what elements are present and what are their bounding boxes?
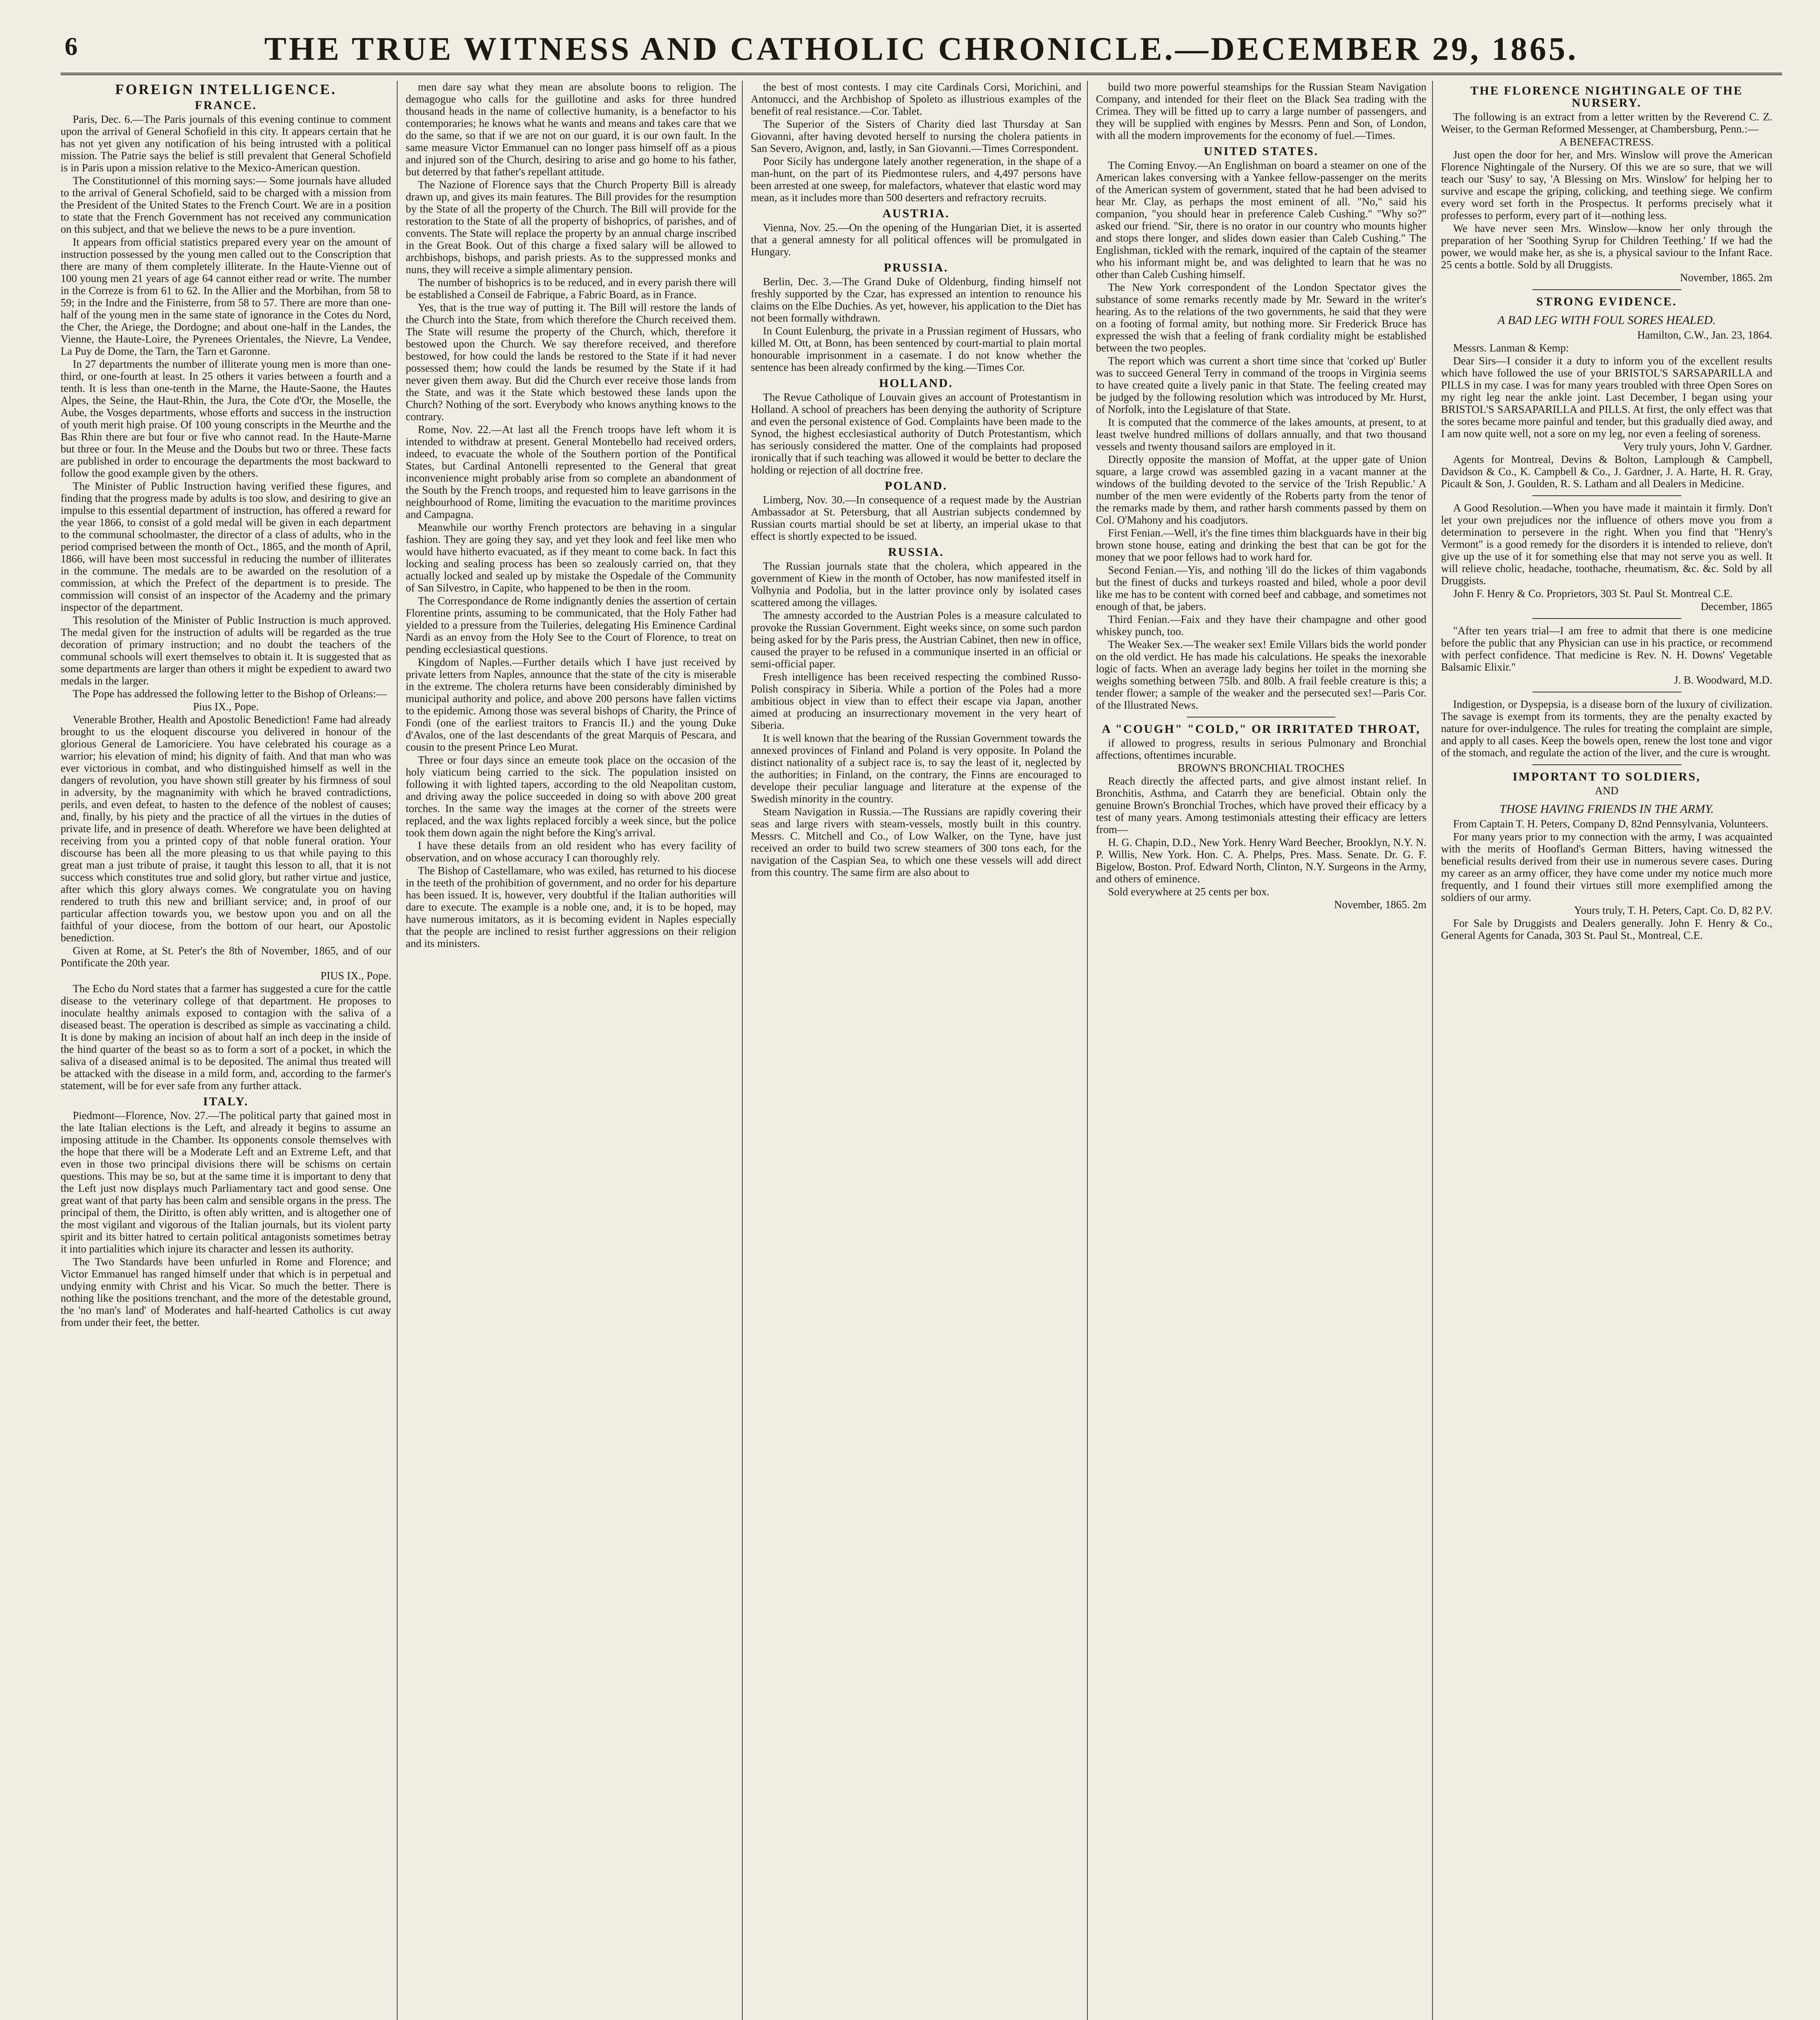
- article-paragraph: The Correspondance de Rome indignantly denies the assertion of certain Florentine prints, assuming to be communicated, that the Holy Father had yielded to a pressure from the Tuileries, delegating His Eminence Cardinal Nardi as an envoy from the Holy See to the Court of Florence, to treat on pending ecclesiastical questions.: [406, 595, 736, 655]
- article-paragraph: The Coming Envoy.—An Englishman on board a steamer on one of the American lakes conversing with a Yankee fellow-passenger on the merits of the American system of government, stated that he had been advised to hear Mr. Clay, as perhaps the most eminent of all. "No," said his companion, "you should hear in preference Caleb Cushing." "Why so?" asked our friend. "Sir, there is no orator in our country who mounts higher and stops there longer, and slides down easier than Caleb Cushing." The Englishman, tickled with the remark, inquired of the captain of the steamer who his informant might be, and was delighted to learn that he was no other than Caleb Cushing himself.: [1096, 159, 1426, 280]
- advert-paragraph: Just open the door for her, and Mrs. Winslow will prove the American Florence Nightingale of the Nursery. Of this we are so sure, that we will teach our 'Susy' to say, 'A Blessing on Mrs. Winslow' for helping her to survive and escape the griping, colicking, and teething siege. We confirm every word set forth in the Prospectus. It performs precisely what it professes to perform, every part of it—nothing less.: [1441, 149, 1772, 221]
- article-paragraph: Berlin, Dec. 3.—The Grand Duke of Oldenburg, finding himself not freshly supported by the Czar, has expressed an intention to renounce his claims on the Elbe Duchies. As yet, however, his application to the Diet has not been formally withdrawn.: [751, 276, 1081, 324]
- article-paragraph: build two more powerful steamships for the Russian Steam Navigation Company, and intended for their fleet on the Black Sea trading with the Crimea. They will be fitted up to carry a large number of passengers, and they will be supplied with engines by Messrs. Penn and Son, of London, with all the modern improvements for the economy of fuel.—Times.: [1096, 81, 1426, 141]
- column-1: [61, 81, 398, 2020]
- column-4: [1096, 81, 1433, 2020]
- divider: [1532, 764, 1681, 765]
- advert-subtitle: AND: [1595, 785, 1619, 797]
- article-paragraph: The Superior of the Sisters of Charity died last Thursday at San Giovanni, after having devoted herself to nursing the cholera patients in San Severo, Avignon, and, lastly, in San Giovanni.—Times Correspondent.: [751, 118, 1081, 154]
- letter-addressee: Messrs. Lanman & Kemp:: [1453, 342, 1569, 354]
- page-number: 6: [65, 32, 78, 61]
- advert-paragraph: H. G. Chapin, D.D., New York. Henry Ward Beecher, Brooklyn, N.Y. N. P. Willis, New York. Hon. C. A. Phelps, Pres. Mass. Senate. Dr. G. F. Bigelow, Boston. Prof. Edward North, Clinton, N.Y. Surgeons in the Army, and others of eminence.: [1096, 836, 1426, 885]
- article-paragraph: It is computed that the commerce of the lakes amounts, at present, to at least twelve hundred millions of dollars annually, and that two thousand vessels and twenty thousand sailors are employed in it.: [1096, 416, 1426, 452]
- article-paragraph: Meanwhile our worthy French protectors are behaving in a singular fashion. They are going they say, and yet they look and feel like men who would have hitherto evacuated, as if they meant to come back. In fact this locking and sealing process has been so zealously carried on, that they actually locked and sealed up by mistake the Ospedale of the Community of San Silvestro, in Capite, who happened to be then in the room.: [406, 521, 736, 594]
- advert-title: A "COUGH" "COLD," OR IRRITATED THROAT,: [1102, 722, 1421, 736]
- article-paragraph: Three or four days since an emeute took place on the occasion of the holy viaticum being carried to the sick. The population insisted on following it with lighted tapers, according to the old Neapolitan custom, and driving away the police succeeded in doing so with above 200 great torches. In the same way the images at the corner of the streets were replaced, and the wax lights replaced forcibly a week since, but the police took them down again the night before the King's arrival.: [406, 754, 736, 839]
- divider: [1532, 289, 1681, 290]
- article-paragraph: Rome, Nov. 22.—At last all the French troops have left whom it is intended to withdraw at present. General Montebello had received orders, indeed, to evacuate the whole of the Southern portion of the Pontifical States, but Cardinal Antonelli represented to the General that great inconvenience might probably arise from so complete an abandonment of the South by the French troops, and requested him to leave garrisons in the neighbourhood of Rome, limiting the evacuation to the maritime provinces and Campagna.: [406, 423, 736, 520]
- advert-subtitle: A BENEFACTRESS.: [1559, 136, 1654, 148]
- article-paragraph: The Echo du Nord states that a farmer has suggested a cure for the cattle disease to the veterinary college of that department. He proposes to inoculate healthy animals exposed to contagion with the saliva of a diseased beast. The operation is described as simple as vaccinating a child. It is done by making an incision of about half an inch deep in the inside of the hind quarter of the beast so as to form a sort of a pocket, in which the saliva of a diseased animal is to be deposited. The animal thus treated will be attacked with the disease in a mild form, and, according to the farmer's statement, will be for ever safe from any further attack.: [61, 983, 391, 1092]
- advert-date: December, 1865: [1700, 600, 1772, 612]
- article-paragraph: This resolution of the Minister of Public Instruction is much approved. The medal given for the instruction of adults will be regarded as the true decoration of primary instruction; and no doubt the teachers of the communal schools will exert themselves to obtain it. It is suggested that as some departments are larger than others it might be expedient to award two medals in the larger.: [61, 614, 391, 687]
- advert-paragraph: Indigestion, or Dyspepsia, is a disease born of the luxury of civilization. The savage is exempt from its torments, they are the penalty exacted by nature for over-indulgence. The rules for treating the complaint are simple, and apply to all cases. Keep the bowels open, renew the lost tone and vigor of the stomach, and regulate the action of the liver, and the cure is wrought.: [1441, 698, 1772, 759]
- article-paragraph: It is well known that the bearing of the Russian Government towards the annexed provinces of Finland and Poland is very opposite. In Poland the distinct nationality of a subject race is, to say the least of it, neglected by the authorities; in Finland, on the contrary, the Finns are encouraged to develope their peculiar language and literature at the expense of the Swedish minority in the country.: [751, 732, 1081, 805]
- advert-paragraph: "After ten years trial—I am free to admit that there is one medicine before the public that any Physician can use in his practice, or recommend with perfect confidence. That medicine is Rev. N. H. Downs' Vegetable Balsamic Elixir.": [1441, 625, 1772, 673]
- section-heading: FOREIGN INTELLIGENCE.: [115, 81, 337, 97]
- article-paragraph: The Bishop of Castellamare, who was exiled, has returned to his diocese in the teeth of the prohibition of government, and no order for his departure has been issued. It is, however, very doubtful if the Italian authorities will dare to execute. The example is a noble one, and, it is to be hoped, may have numerous imitators, as it is becoming evident in Naples especially that the people are inclined to resist further aggressions on their religion and its ministers.: [406, 865, 736, 949]
- article-paragraph: men dare say what they mean are absolute boons to religion. The demagogue who calls for the guillotine and asks for three hundred thousand heads in the name of collective humanity, is a benefactor to his contemporaries; he knows what he wants and means and takes care that we do the same, so that if we are not on our guard, it is our own fault. In the same measure Victor Emmanuel can no longer pass himself off as a pious and injured son of the Church, desiring to arise and go home to his father, but deterred by that father's repellant attitude.: [406, 81, 736, 178]
- advert-paragraph: Sold everywhere at 25 cents per box.: [1108, 886, 1270, 898]
- article-paragraph: First Fenian.—Well, it's the fine times thim blackguards have in their big brown stone house, eating and drinking the best that can be got for the money that we poor fellows had to work hard for.: [1096, 527, 1426, 563]
- article-paragraph: The Weaker Sex.—The weaker sex! Emile Villars bids the world ponder on the old verdict. He has made his calculations. He speaks the inexorable logic of facts. When an average lady begins her toilet in the morning she weighs something between 75lb. and 80lb. A frail feeble creature is this; a tender flower; a sample of the weaker and the persecuted sex!—Paris Cor. of the Illustrated News.: [1096, 638, 1426, 711]
- advert-title: THE FLORENCE NIGHTINGALE OF THE NURSERY.: [1470, 84, 1743, 109]
- section-subheading: PRUSSIA.: [884, 261, 948, 274]
- advert-title: STRONG EVIDENCE.: [1536, 295, 1677, 308]
- article-paragraph: The amnesty accorded to the Austrian Poles is a measure calculated to provoke the Russian Government. Eight weeks since, on some such pardon being asked for by the Paris press, the Austrian Cabinet, then new in office, caused the prayer to be refused in a communique inserted in an official or semi-official paper.: [751, 609, 1081, 670]
- article-paragraph: The Two Standards have been unfurled in Rome and Florence; and Victor Emmanuel has ranged himself under that which is in perpetual and undying enmity with Christ and his Vicar. So much the better. There is nothing like the positions trenchant, and the more of the detestable ground, the 'no man's land' of Moderates and half-hearted Catholics is cut away from under their feet, the better.: [61, 1256, 391, 1328]
- article-paragraph: The New York correspondent of the London Spectator gives the substance of some remarks recently made by Mr. Seward in the writer's hearing. As to the relations of the two governments, he said that they were on a footing of formal amity, but nothing more. Sir Frederick Bruce has expressed the wish that a feeling of frank cordiality might be established between the two peoples.: [1096, 281, 1426, 354]
- article-paragraph: Vienna, Nov. 25.—On the opening of the Hungarian Diet, it is asserted that a general amnesty for all political offences will be promulgated in Hungary.: [751, 221, 1081, 258]
- advert-paragraph: Reach directly the affected parts, and give almost instant relief. In Bronchitis, Asthma, and Catarrh they are beneficial. Obtain only the genuine Brown's Bronchial Troches, which have proved their efficacy by a test of many years. Among testimonials attesting their efficacy are letters from—: [1096, 775, 1426, 835]
- article-paragraph: The Pope has addressed the following letter to the Bishop of Orleans:—: [73, 688, 387, 700]
- divider: [1532, 618, 1681, 619]
- section-subheading: FRANCE.: [195, 99, 257, 112]
- article-paragraph: Paris, Dec. 6.—The Paris journals of this evening continue to comment upon the arrival of General Schofield in this city. It appears certain that he has not yet given any notification of his being intrusted with a political mission. The Patrie says the belief is still prevalent that General Schofield is in Paris upon a mission relative to the Mexico-American question.: [61, 113, 391, 174]
- article-paragraph: Limberg, Nov. 30.—In consequence of a request made by the Austrian Ambassador at St. Petersburg, that all Austrian subjects condemned by Russian courts martial should be set at liberty, an imperial ukase to that effect is shortly expected to be issued.: [751, 494, 1081, 542]
- article-paragraph: Kingdom of Naples.—Further details which I have just received by private letters from Naples, announce that the state of the city is miserable in the extreme. The cholera returns have been considerably diminished by municipal authority and police, and above 200 persons have fallen victims to the epidemic. Among those was several bishops of Charity, the Prince of Fondi (one of the earliest traitors to Francis II.) and the young Duke d'Avalos, one of the last descendants of the great Marquis of Pescara, and cousin to the present Prince Leo Murat.: [406, 656, 736, 753]
- article-paragraph: The report which was current a short time since that 'corked up' Butler was to succeed General Terry in command of the troops in Virginia seems to have created quite a lively panic in that State. The feeling created may be judged by the following resolution which was introduced by Mr. Hurst, of Norfolk, into the Legislature of that State.: [1096, 355, 1426, 415]
- letter-signature: PIUS IX., Pope.: [320, 970, 391, 982]
- section-subheading: RUSSIA.: [888, 545, 944, 559]
- article-paragraph: I have these details from an old resident who has every facility of observation, and on whose accuracy I can thoroughly rely.: [406, 840, 736, 864]
- letter-header: Pius IX., Pope.: [193, 701, 259, 713]
- advert-subtitle: A BAD LEG WITH FOUL SORES HEALED.: [1498, 314, 1716, 327]
- advert-paragraph: A Good Resolution.—When you have made it maintain it firmly. Don't let your own prejudices nor the influence of others move you from a determination to persevere in the right. When you find that "Henry's Vermont" is a good remedy for the disorders it is intended to relieve, don't give up the use of it for something else that may not serve you as well. It will relieve cholic, headache, toothache, rheumatism, &c. &c. Sold by all Druggists.: [1441, 502, 1772, 587]
- advert-paragraph: The following is an extract from a letter written by the Reverend C. Z. Weiser, to the German Reformed Messenger, at Chambersburg, Penn.:—: [1441, 111, 1772, 135]
- advert-subtitle: BROWN'S BRONCHIAL TROCHES: [1178, 762, 1345, 774]
- divider: [1532, 495, 1681, 496]
- advert-paragraph: Agents for Montreal, Devins & Bolton, Lamplough & Campbell, Davidson & Co., K. Campbell & Co., J. Gardner, J. A. Harte, H. R. Gray, Picault & Son, J. Goulden, R. S. Latham and all Dealers in Medicine.: [1441, 453, 1772, 490]
- article-paragraph: The Constitutionnel of this morning says:— Some journals have alluded to the arrival of General Schofield, said to be charged with a mission from the President of the United States to the French Court. We are in a position to state that the French Government has not received any communication on this subject, and that we believe the news to be a pure invention.: [61, 175, 391, 235]
- divider: [1187, 717, 1336, 718]
- article-paragraph: Steam Navigation in Russia.—The Russians are rapidly covering their seas and large rivers with steam-vessels, mostly built in this country. Messrs. C. Mitchell and Co., of Low Walker, on the Tyne, have just received an order to build two screw steamers of 300 tons each, for the navigation of the Caspian Sea, to which one these vessels will add direct from this country. The same firm are also about to: [751, 806, 1081, 878]
- article-paragraph: The Revue Catholique of Louvain gives an account of Protestantism in Holland. A school of preachers has been denying the authority of Scripture and even the personal existence of God. Complaints have been made to the Synod, the highest ecclesiastical authority of Dutch Protestantism, which has seriously considered the matter. One of the complaints had proposed ironically that if such teaching was allowed it would be better to declare the holding or rejection of all doctrine free.: [751, 391, 1081, 476]
- advert-paragraph: We have never seen Mrs. Winslow—know her only through the preparation of her 'Soothing Syrup for Children Teething.' If we had the power, we would make her, as she is, a physical saviour to the Infant Race. 25 cents a bottle. Sold by all Druggists.: [1441, 222, 1772, 271]
- newspaper-page: [61, 28, 1782, 2020]
- article-paragraph: The Russian journals state that the cholera, which appeared in the government of Kiew in the month of October, has now manifested itself in Volhynia and Podolia, but in the latter province only by isolated cases scattered among the villages.: [751, 560, 1081, 608]
- letter-signature: Yours truly, T. H. Peters, Capt. Co. D, 82 P.V.: [1574, 904, 1772, 916]
- column-3: [751, 81, 1088, 2020]
- article-paragraph: The number of bishoprics is to be reduced, and in every parish there will be established a Conseil de Fabrique, a Fabric Board, as in France.: [406, 276, 736, 301]
- article-paragraph: the best of most contests. I may cite Cardinals Corsi, Morichini, and Antonucci, and the Archbishop of Spoleto as illustrious examples of the benefit of real resistance.—Cor. Tablet.: [751, 81, 1081, 117]
- section-subheading: ITALY.: [203, 1095, 249, 1108]
- column-2: [406, 81, 743, 2020]
- article-paragraph: Fresh intelligence has been received respecting the combined Russo-Polish conspiracy in Siberia. While a portion of the Poles had a more ambitious object in view than to effect their escape via Japan, another aimed at producing an insurrectionary movement in the very heart of Siberia.: [751, 671, 1081, 731]
- advert-subtitle: THOSE HAVING FRIENDS IN THE ARMY.: [1499, 802, 1714, 816]
- article-paragraph: Yes, that is the true way of putting it. The Bill will restore the lands of the Church into the State, from which therefore the Church received them. The State will resume the property of the Church, which, therefore it bestowed upon the Church. We say therefore received, and therefore bestowed, for how could the lands be restored to the State if it had never possessed them; how could the lands be resumed by the State if it had never given them away. But did the Church ever receive those lands from the State, and was it the State which bestowed these lands upon the Church? Nothing of the sort. Everybody who knows anything knows to the contrary.: [406, 301, 736, 423]
- advert-paragraph: if allowed to progress, results in serious Pulmonary and Bronchial affections, oftentimes incurable.: [1096, 737, 1426, 761]
- article-paragraph: Third Fenian.—Faix and they have their champagne and other good whiskey punch, too.: [1096, 613, 1426, 638]
- article-paragraph: Poor Sicily has undergone lately another regeneration, in the shape of a man-hunt, on the part of its Piedmontese rulers, and 4,497 persons have been arrested at one sweep, for malefactors, whatever that elastic word may mean, as it includes more than 500 deserters and refractory recruits.: [751, 155, 1081, 204]
- article-paragraph: Piedmont—Florence, Nov. 27.—The political party that gained most in the late Italian elections is the Left, and already it begins to assume an imposing attitude in the Chamber. Its opponents console themselves with the hope that there will be a Moderate Left and an Extreme Left, and that even in those two principal divisions there will be schisms on certain questions. This may be so, but at the same time it is important to deny that the Left just now displays much Parliamentary tact and good sense. One great want of that party has been calm and sensible organs in the press. The principal of them, the Diritto, is often ably written, and is altogether one of the most vigilant and vigorous of the Italian journals, but its violent party spirit and its bitter hatred to certain political antagonists sometimes betray it into partialities which injure its character and lessen its authority.: [61, 1109, 391, 1255]
- article-paragraph: The Nazione of Florence says that the Church Property Bill is already drawn up, and gives its main features. The Bill provides for the resumption by the State of all the property of the Church. The Bill will provide for the restoration to the State of all the property of bishoprics, of parishes, and of convents. The State will replace the property by an annual charge inscribed in the Great Book. Out of this charge a fixed salary will be allowed to archbishops, bishops, and parish priests. As to the suppressed monks and nuns, they will receive a simple alimentary pension.: [406, 179, 736, 276]
- section-subheading: UNITED STATES.: [1203, 145, 1319, 158]
- section-subheading: POLAND.: [885, 479, 948, 492]
- columns: [61, 81, 1782, 2020]
- advert-date: November, 1865. 2m: [1334, 898, 1426, 911]
- column-5: [1441, 81, 1778, 2020]
- article-paragraph: It appears from official statistics prepared every year on the amount of instruction possessed by the young men called out to the Conscription that there are many of them completely illiterate. In the Haute-Vienne out of 100 young men 21 years of age 64 cannot either read or write. The number in the Correze is from 61 to 62. In the Allier and the Morbihan, from 58 to 59; in the Indre and the Finisterre, from 58 to 57. There are more than one-half of the young men in the same state of ignorance in the Cotes du Nord, the Cher, the Ariege, the Dordogne; and about one-half in the Landes, the Vienne, the Haute-Loire, the Pyrenees Orientales, the Nievre, La Vendee, La Puy de Dome, the Tarn, the Tarn et Garonne.: [61, 236, 391, 357]
- advert-paragraph: From Captain T. H. Peters, Company D, 82nd Pennsylvania, Volunteers.: [1453, 818, 1769, 830]
- advert-title: IMPORTANT TO SOLDIERS,: [1512, 770, 1701, 783]
- letter-signature: J. B. Woodward, M.D.: [1674, 674, 1772, 686]
- section-subheading: AUSTRIA.: [882, 207, 950, 220]
- article-paragraph: The Minister of Public Instruction having verified these figures, and finding that the progress made by adults is too slow, and desiring to give an impulse to this essential department of instruction, has offered a reward for the year 1866, to consist of a gold medal will be given in each department to the communal schoolmaster, the director of a class of adults, who in the period comprised between the month of Oct., 1865, and the month of April, 1866, will have been most successful in reducing the number of illiterates in the commune. The medals are to be awarded on the resolution of a commission, at which the Prefect of the department is to preside. The commission will consist of an inspector of the Academy and the primary inspector of the department.: [61, 480, 391, 613]
- advert-date: November, 1865. 2m: [1680, 271, 1772, 284]
- letter-date: Hamilton, C.W., Jan. 23, 1864.: [1637, 329, 1772, 341]
- advert-paragraph: John F. Henry & Co. Proprietors, 303 St. Paul St. Montreal C.E.: [1453, 587, 1733, 600]
- article-paragraph: In 27 departments the number of illiterate young men is more than one-third, or one-fourth at least. In 25 others it varies between a fourth and a tenth. It is less than one-tenth in the Marne, the Haute-Saone, the Hautes Alpes, the Seine, the Haut-Rhin, the Jura, the Cote d'Or, the Moselle, the Aube, the Vosges departments, whose efforts and success in the instruction of youth merit high praise. Of 100 young conscripts in the Meurthe and the Bas Rhin there are but four or five who cannot read. In the Haute-Marne but three or four. In the Meuse and the Doubs but two or three. These facts are published in order to encourage the departments the most backward to follow the good example given by the others.: [61, 358, 391, 479]
- article-paragraph: In Count Eulenburg, the private in a Prussian regiment of Hussars, who killed M. Ott, at Bonn, has been sentenced by court-martial to plain mortal honourable imprisonment in a casemate. I do not know whether the sentence has been already confirmed by the king.—Times Cor.: [751, 325, 1081, 373]
- advert-paragraph: For many years prior to my connection with the army, I was acquainted with the merits of Hoofland's German Bitters, having witnessed the beneficial results derived from their use in numerous severe cases. During my career as an army officer, they have come under my notice much more frequently, and I found their virtues still more exemplified among the soldiers of our army.: [1441, 831, 1772, 903]
- article-paragraph: Venerable Brother, Health and Apostolic Benediction! Fame had already brought to us the eloquent discourse you delivered in honour of the glorious General de Lamoriciere. You have celebrated his courage as a warrior; his elevation of mind; his dignity of faith. And that man who was ever victorious in combat, and who distinguished himself as well in the dangers of revolution, you have shown still greater by his firmness of soul in adversity, by the magnanimity with which he braved contradictions, perils, and even defeat, to hasten to the defence of the noblest of causes; and, finally, by his piety and the practice of all the virtues in the duties of private life, and in presence of death. Wherefore we have been delighted at receiving from you a printed copy of that noble funeral oration. Your discourse has been all the more pleasing to us that while paying to this great man a just tribute of praise, it taught this lesson to all, that it is not success which constitutes true and solid glory, but rather virtue and justice, after which this glory always comes. We congratulate you on having rendered to truth this new and brilliant service; and, in proof of our particular affection towards you, we bestow upon you and on all the faithful of your diocese, from the bottom of our heart, our Apostolic benediction.: [61, 713, 391, 944]
- letter-signature: Very truly yours, John V. Gardner.: [1623, 440, 1772, 452]
- paper-title: THE TRUE WITNESS AND CATHOLIC CHRONICLE.—DECEMBER 29, 1865.: [264, 30, 1578, 67]
- advert-paragraph: For Sale by Druggists and Dealers generally. John F. Henry & Co., General Agents for Canada, 303 St. Paul St., Montreal, C.E.: [1441, 917, 1772, 941]
- article-paragraph: Directly opposite the mansion of Moffat, at the upper gate of Union square, a large crowd was assembled gazing in a vacant manner at the windows of the building devoted to the service of the 'Irish Republic.' A number of the men were evidently of the Roberts party from the tenor of the remarks made by them, and rather harsh comments passed by them on Col. O'Mahony and his coadjutors.: [1096, 453, 1426, 526]
- article-paragraph: Given at Rome, at St. Peter's the 8th of November, 1865, and of our Pontificate the 20th year.: [61, 945, 391, 969]
- advert-paragraph: Dear Sirs—I consider it a duty to inform you of the excellent results which have followed the use of your BRISTOL'S SARSAPARILLA and PILLS in my case. I was for many years troubled with three Open Sores on my right leg near the ankle joint. Last December, I began using your BRISTOL'S SARSAPARILLA and PILLS. At first, the only effect was that the sores became more painful and tender, but this gradually died away, and I am now quite well, not a sore on my leg, nor even a feeling of soreness.: [1441, 355, 1772, 440]
- masthead: [61, 28, 1782, 75]
- section-subheading: HOLLAND.: [879, 377, 953, 390]
- article-paragraph: Second Fenian.—Yis, and nothing 'ill do the lickes of thim vagabonds but the finest of ducks and turkeys roasted and biled, whole a poor devil like me has to be content with corned beef and cabbage, and sometimes not enough of that, be jabers.: [1096, 564, 1426, 612]
